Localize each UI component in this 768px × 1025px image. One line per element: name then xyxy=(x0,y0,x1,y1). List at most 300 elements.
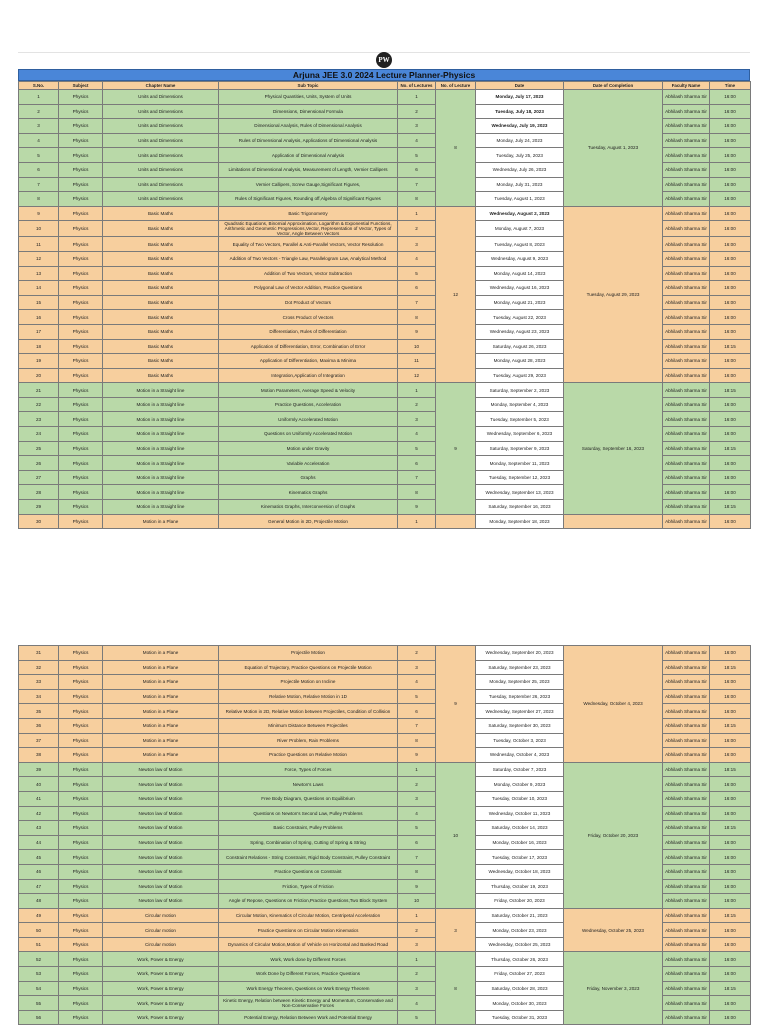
cell-chapter: Motion in a Straight line xyxy=(103,485,219,500)
cell-completion-date: Tuesday, August 1, 2023 xyxy=(564,90,663,207)
cell-subject: Physics xyxy=(59,821,103,836)
cell-subtopic: Addition of Two Vectors - Triangle Law, Parallelogram Law, Analytical Method xyxy=(219,251,398,266)
cell-sno: 36 xyxy=(19,718,59,733)
cell-sno: 10 xyxy=(19,221,59,237)
cell-sno: 23 xyxy=(19,412,59,427)
cell-subject: Physics xyxy=(59,894,103,909)
cell-faculty: Abhilash Sharma Sir xyxy=(663,470,710,485)
cell-chapter: Units and Dimensions xyxy=(103,133,219,148)
cell-time: 16:00 xyxy=(710,748,751,763)
cell-faculty: Abhilash Sharma Sir xyxy=(663,90,710,105)
cell-time: 16:00 xyxy=(710,675,751,690)
cell-sno: 20 xyxy=(19,368,59,383)
cell-chapter: Basic Maths xyxy=(103,281,219,296)
cell-subtopic: Friction, Types of Friction xyxy=(219,879,398,894)
cell-sno: 17 xyxy=(19,324,59,339)
cell-sno: 56 xyxy=(19,1010,59,1025)
cell-subject: Physics xyxy=(59,221,103,237)
cell-time: 18:15 xyxy=(710,383,751,398)
cell-sno: 30 xyxy=(19,514,59,529)
cell-lecture-no: 4 xyxy=(398,251,436,266)
cell-chapter: Motion in a Plane xyxy=(103,675,219,690)
cell-completion-date: Wednesday, October 25, 2023 xyxy=(564,908,663,952)
cell-time: 16:00 xyxy=(710,266,751,281)
cell-lecture-count: 10 xyxy=(436,762,476,908)
cell-subtopic: Free Body Diagram, Questions on Equilibrium xyxy=(219,791,398,806)
cell-time: 16:00 xyxy=(710,397,751,412)
cell-subject: Physics xyxy=(59,835,103,850)
cell-subject: Physics xyxy=(59,660,103,675)
cell-sno: 38 xyxy=(19,748,59,763)
cell-date: Wednesday, August 16, 2023 xyxy=(476,281,564,296)
cell-chapter: Motion in a Plane xyxy=(103,514,219,529)
cell-date: Wednesday, July 26, 2023 xyxy=(476,162,564,177)
cell-subtopic: Motion under Gravity xyxy=(219,441,398,456)
cell-chapter: Basic Maths xyxy=(103,237,219,252)
col-header-subtopic: Sub Topic xyxy=(219,82,398,90)
cell-date: Wednesday, September 13, 2023 xyxy=(476,485,564,500)
cell-chapter: Motion in a Straight line xyxy=(103,383,219,398)
cell-time: 16:00 xyxy=(710,119,751,134)
cell-sno: 4 xyxy=(19,133,59,148)
cell-subject: Physics xyxy=(59,689,103,704)
cell-lecture-no: 4 xyxy=(398,996,436,1011)
cell-chapter: Basic Maths xyxy=(103,354,219,369)
cell-chapter: Motion in a Plane xyxy=(103,646,219,661)
cell-lecture-no: 7 xyxy=(398,470,436,485)
cell-sno: 25 xyxy=(19,441,59,456)
cell-chapter: Basic Maths xyxy=(103,368,219,383)
cell-date: Monday, August 14, 2023 xyxy=(476,266,564,281)
cell-subtopic: Dynamics of Circular Motion,Motion of Vehicle on Horizontal and Banked Road xyxy=(219,937,398,952)
cell-sno: 27 xyxy=(19,470,59,485)
cell-sno: 44 xyxy=(19,835,59,850)
cell-faculty: Abhilash Sharma Sir xyxy=(663,952,710,967)
cell-faculty: Abhilash Sharma Sir xyxy=(663,835,710,850)
cell-faculty: Abhilash Sharma Sir xyxy=(663,339,710,354)
cell-lecture-no: 2 xyxy=(398,104,436,119)
col-header-faculty: Faculty Name xyxy=(663,82,710,90)
cell-time: 18:15 xyxy=(710,908,751,923)
cell-lecture-no: 1 xyxy=(398,383,436,398)
cell-lecture-no: 7 xyxy=(398,850,436,865)
cell-date: Wednesday, July 19, 2023 xyxy=(476,119,564,134)
cell-subtopic: Basic Trigonometry xyxy=(219,206,398,221)
cell-subject: Physics xyxy=(59,412,103,427)
cell-date: Wednesday, October 4, 2023 xyxy=(476,748,564,763)
cell-chapter: Motion in a Straight line xyxy=(103,500,219,515)
cell-time: 16:00 xyxy=(710,835,751,850)
cell-lecture-count: 3 xyxy=(436,908,476,952)
cell-subject: Physics xyxy=(59,266,103,281)
cell-lecture-no: 6 xyxy=(398,835,436,850)
cell-lecture-no: 6 xyxy=(398,281,436,296)
cell-lecture-no: 6 xyxy=(398,456,436,471)
cell-lecture-no: 3 xyxy=(398,791,436,806)
cell-subtopic: Questions on Uniformly Accelerated Motion xyxy=(219,427,398,442)
cell-lecture-no: 7 xyxy=(398,295,436,310)
cell-subtopic: Uniformly Accelerated Motion xyxy=(219,412,398,427)
cell-time: 16:00 xyxy=(710,996,751,1011)
cell-time: 16:00 xyxy=(710,354,751,369)
cell-time: 16:00 xyxy=(710,90,751,105)
cell-subtopic: Application of Differentiation, Maxima & Minima xyxy=(219,354,398,369)
cell-subtopic: Quadratic Equations, Binomial Approximation, Logarithm & Exponential Functions, Arithmetic and Geometric Progressions,Vector, Representation of Vector, Types of Vector, Angle Between Vectors xyxy=(219,221,398,237)
cell-chapter: Work, Power & Energy xyxy=(103,1010,219,1025)
cell-lecture-no: 3 xyxy=(398,981,436,996)
cell-chapter: Motion in a Straight line xyxy=(103,441,219,456)
cell-time: 16:00 xyxy=(710,324,751,339)
cell-lecture-no: 1 xyxy=(398,514,436,529)
cell-faculty: Abhilash Sharma Sir xyxy=(663,383,710,398)
cell-subtopic: Dimensional Analysis, Rules of Dimensional Analysis xyxy=(219,119,398,134)
cell-subtopic: Force, Types of Forces xyxy=(219,762,398,777)
cell-subtopic: Dot Product of Vectors xyxy=(219,295,398,310)
cell-chapter: Motion in a Plane xyxy=(103,748,219,763)
cell-lecture-no: 1 xyxy=(398,90,436,105)
cell-time: 18:15 xyxy=(710,821,751,836)
cell-date: Tuesday, July 25, 2023 xyxy=(476,148,564,163)
table-row xyxy=(19,646,751,661)
cell-subject: Physics xyxy=(59,251,103,266)
cell-chapter: Basic Maths xyxy=(103,266,219,281)
cell-sno: 54 xyxy=(19,981,59,996)
lecture-table-2 xyxy=(18,645,751,1025)
cell-sno: 8 xyxy=(19,192,59,207)
cell-date: Wednesday, September 20, 2023 xyxy=(476,646,564,661)
cell-chapter: Circular motion xyxy=(103,937,219,952)
cell-chapter: Units and Dimensions xyxy=(103,162,219,177)
cell-faculty: Abhilash Sharma Sir xyxy=(663,937,710,952)
cell-chapter: Basic Maths xyxy=(103,221,219,237)
cell-date: Tuesday, September 5, 2023 xyxy=(476,412,564,427)
cell-chapter: Units and Dimensions xyxy=(103,192,219,207)
cell-sno: 9 xyxy=(19,206,59,221)
cell-date: Monday, August 21, 2023 xyxy=(476,295,564,310)
cell-faculty: Abhilash Sharma Sir xyxy=(663,500,710,515)
cell-time: 16:00 xyxy=(710,133,751,148)
cell-sno: 49 xyxy=(19,908,59,923)
cell-time: 16:00 xyxy=(710,864,751,879)
cell-subtopic: Projectile Motion xyxy=(219,646,398,661)
cell-date: Saturday, October 21, 2023 xyxy=(476,908,564,923)
cell-date: Tuesday, August 29, 2023 xyxy=(476,368,564,383)
cell-chapter: Newton law of Motion xyxy=(103,894,219,909)
cell-chapter: Units and Dimensions xyxy=(103,177,219,192)
cell-faculty: Abhilash Sharma Sir xyxy=(663,266,710,281)
cell-chapter: Motion in a Straight line xyxy=(103,470,219,485)
cell-chapter: Units and Dimensions xyxy=(103,148,219,163)
cell-lecture-no: 5 xyxy=(398,821,436,836)
cell-faculty: Abhilash Sharma Sir xyxy=(663,177,710,192)
cell-subject: Physics xyxy=(59,791,103,806)
cell-subtopic: Equality of Two Vectors, Parallel & Anti-Parallel Vectors, Vector Resolution xyxy=(219,237,398,252)
cell-sno: 34 xyxy=(19,689,59,704)
pw-logo-icon: PW xyxy=(376,52,392,68)
cell-subtopic: Minimum Distance Between Projectiles xyxy=(219,718,398,733)
col-header-lectures: No. of Lectures xyxy=(398,82,436,90)
cell-completion-date xyxy=(564,514,663,529)
cell-subject: Physics xyxy=(59,324,103,339)
cell-subtopic: Practice Questions on Circular Motion Kinematics xyxy=(219,923,398,938)
cell-date: Monday, October 23, 2023 xyxy=(476,923,564,938)
cell-subtopic: Kinematics Graphs, Interconversion of Graphs xyxy=(219,500,398,515)
cell-faculty: Abhilash Sharma Sir xyxy=(663,689,710,704)
header-row xyxy=(19,82,751,90)
cell-time: 16:00 xyxy=(710,221,751,237)
cell-lecture-no: 3 xyxy=(398,412,436,427)
cell-sno: 15 xyxy=(19,295,59,310)
cell-chapter: Basic Maths xyxy=(103,251,219,266)
cell-date: Tuesday, October 10, 2023 xyxy=(476,791,564,806)
cell-subject: Physics xyxy=(59,733,103,748)
cell-lecture-no: 2 xyxy=(398,777,436,792)
table-row xyxy=(19,90,751,105)
cell-faculty: Abhilash Sharma Sir xyxy=(663,485,710,500)
cell-subtopic: Equation of Trajectory, Practice Questions on Projectile Motion xyxy=(219,660,398,675)
cell-faculty: Abhilash Sharma Sir xyxy=(663,412,710,427)
cell-lecture-no: 8 xyxy=(398,864,436,879)
cell-chapter: Basic Maths xyxy=(103,310,219,325)
cell-sno: 12 xyxy=(19,251,59,266)
cell-date: Wednesday, October 11, 2023 xyxy=(476,806,564,821)
cell-date: Wednesday, October 25, 2023 xyxy=(476,937,564,952)
cell-time: 16:00 xyxy=(710,937,751,952)
cell-sno: 3 xyxy=(19,119,59,134)
cell-subject: Physics xyxy=(59,748,103,763)
cell-chapter: Work, Power & Energy xyxy=(103,996,219,1011)
cell-sno: 51 xyxy=(19,937,59,952)
cell-lecture-no: 12 xyxy=(398,368,436,383)
cell-faculty: Abhilash Sharma Sir xyxy=(663,967,710,982)
cell-time: 16:00 xyxy=(710,456,751,471)
cell-faculty: Abhilash Sharma Sir xyxy=(663,281,710,296)
cell-lecture-no: 8 xyxy=(398,733,436,748)
cell-subtopic: Relative Motion in 2D, Relative Motion between Projectiles, Condition of Collision xyxy=(219,704,398,719)
cell-chapter: Newton law of Motion xyxy=(103,850,219,865)
cell-subtopic: Basic Constraint, Pulley Problems xyxy=(219,821,398,836)
cell-faculty: Abhilash Sharma Sir xyxy=(663,192,710,207)
cell-sno: 2 xyxy=(19,104,59,119)
cell-faculty: Abhilash Sharma Sir xyxy=(663,295,710,310)
cell-subtopic: Graphs xyxy=(219,470,398,485)
cell-date: Saturday, October 7, 2023 xyxy=(476,762,564,777)
cell-lecture-no: 5 xyxy=(398,148,436,163)
cell-subtopic: Integration,Application of Integration xyxy=(219,368,398,383)
cell-subtopic: Variable Acceleration xyxy=(219,456,398,471)
cell-subject: Physics xyxy=(59,133,103,148)
cell-completion-date: Saturday, September 16, 2023 xyxy=(564,383,663,514)
cell-lecture-no: 8 xyxy=(398,192,436,207)
cell-subtopic: Circular Motion, Kinematics of Circular Motion, Centripetal Acceleration xyxy=(219,908,398,923)
cell-faculty: Abhilash Sharma Sir xyxy=(663,748,710,763)
cell-faculty: Abhilash Sharma Sir xyxy=(663,718,710,733)
cell-subject: Physics xyxy=(59,148,103,163)
cell-sno: 53 xyxy=(19,967,59,982)
cell-sno: 55 xyxy=(19,996,59,1011)
cell-time: 16:00 xyxy=(710,967,751,982)
cell-lecture-no: 4 xyxy=(398,133,436,148)
cell-subject: Physics xyxy=(59,1010,103,1025)
cell-time: 16:00 xyxy=(710,281,751,296)
cell-chapter: Motion in a Straight line xyxy=(103,412,219,427)
cell-faculty: Abhilash Sharma Sir xyxy=(663,237,710,252)
cell-chapter: Motion in a Straight line xyxy=(103,397,219,412)
cell-time: 16:00 xyxy=(710,206,751,221)
cell-subtopic: Potential Energy, Relation Between Work and Potential Energy xyxy=(219,1010,398,1025)
cell-date: Monday, July 17, 2023 xyxy=(476,90,564,105)
cell-faculty: Abhilash Sharma Sir xyxy=(663,675,710,690)
cell-lecture-no: 7 xyxy=(398,177,436,192)
cell-sno: 41 xyxy=(19,791,59,806)
cell-chapter: Newton law of Motion xyxy=(103,791,219,806)
cell-lecture-no: 9 xyxy=(398,500,436,515)
cell-subject: Physics xyxy=(59,850,103,865)
cell-chapter: Basic Maths xyxy=(103,324,219,339)
table-1-body xyxy=(19,90,751,529)
cell-sno: 52 xyxy=(19,952,59,967)
cell-sno: 13 xyxy=(19,266,59,281)
cell-faculty: Abhilash Sharma Sir xyxy=(663,251,710,266)
cell-sno: 16 xyxy=(19,310,59,325)
cell-sno: 1 xyxy=(19,90,59,105)
cell-sno: 21 xyxy=(19,383,59,398)
cell-time: 16:00 xyxy=(710,514,751,529)
cell-faculty: Abhilash Sharma Sir xyxy=(663,427,710,442)
cell-sno: 26 xyxy=(19,456,59,471)
cell-subtopic: Kinematics Graphs xyxy=(219,485,398,500)
cell-lecture-no: 10 xyxy=(398,894,436,909)
cell-subtopic: Motion Parameters, Average Speed & Velocity xyxy=(219,383,398,398)
cell-time: 16:00 xyxy=(710,470,751,485)
cell-time: 16:00 xyxy=(710,1010,751,1025)
cell-subject: Physics xyxy=(59,646,103,661)
cell-date: Wednesday, August 9, 2023 xyxy=(476,251,564,266)
cell-sno: 24 xyxy=(19,427,59,442)
cell-subject: Physics xyxy=(59,192,103,207)
cell-lecture-no: 5 xyxy=(398,1010,436,1025)
cell-sno: 37 xyxy=(19,733,59,748)
cell-lecture-no: 2 xyxy=(398,923,436,938)
cell-faculty: Abhilash Sharma Sir xyxy=(663,981,710,996)
cell-sno: 11 xyxy=(19,237,59,252)
cell-lecture-count: 8 xyxy=(436,90,476,207)
cell-time: 16:00 xyxy=(710,646,751,661)
cell-date: Saturday, September 30, 2023 xyxy=(476,718,564,733)
cell-subject: Physics xyxy=(59,777,103,792)
cell-sno: 19 xyxy=(19,354,59,369)
cell-faculty: Abhilash Sharma Sir xyxy=(663,777,710,792)
lecture-table-1 xyxy=(18,81,751,529)
cell-subject: Physics xyxy=(59,206,103,221)
cell-subject: Physics xyxy=(59,441,103,456)
cell-subject: Physics xyxy=(59,177,103,192)
cell-time: 16:00 xyxy=(710,177,751,192)
cell-lecture-no: 9 xyxy=(398,879,436,894)
cell-subject: Physics xyxy=(59,456,103,471)
cell-lecture-no: 4 xyxy=(398,427,436,442)
cell-chapter: Motion in a Straight line xyxy=(103,456,219,471)
cell-lecture-no: 5 xyxy=(398,266,436,281)
cell-faculty: Abhilash Sharma Sir xyxy=(663,791,710,806)
cell-sno: 35 xyxy=(19,704,59,719)
cell-date: Saturday, October 14, 2023 xyxy=(476,821,564,836)
cell-subtopic: Application of Differentiation, Error, Combination of Error xyxy=(219,339,398,354)
cell-date: Tuesday, October 3, 2023 xyxy=(476,733,564,748)
cell-subtopic: Limitations of Dimensional Analysis, Measurement of Length, Vernier Callipers xyxy=(219,162,398,177)
cell-lecture-no: 4 xyxy=(398,806,436,821)
cell-time: 16:00 xyxy=(710,850,751,865)
cell-subtopic: Physical Quantities, Units, System of Units xyxy=(219,90,398,105)
cell-date: Tuesday, August 22, 2023 xyxy=(476,310,564,325)
cell-subject: Physics xyxy=(59,162,103,177)
cell-subject: Physics xyxy=(59,704,103,719)
cell-chapter: Basic Maths xyxy=(103,339,219,354)
cell-subject: Physics xyxy=(59,879,103,894)
cell-subject: Physics xyxy=(59,90,103,105)
cell-subject: Physics xyxy=(59,718,103,733)
cell-faculty: Abhilash Sharma Sir xyxy=(663,821,710,836)
cell-sno: 22 xyxy=(19,397,59,412)
cell-lecture-count: 9 xyxy=(436,383,476,514)
cell-chapter: Newton law of Motion xyxy=(103,879,219,894)
cell-chapter: Newton law of Motion xyxy=(103,806,219,821)
cell-subject: Physics xyxy=(59,354,103,369)
cell-subtopic: Relative Motion, Relative Motion in 1D xyxy=(219,689,398,704)
cell-sno: 7 xyxy=(19,177,59,192)
cell-completion-date: Friday, November 3, 2023 xyxy=(564,952,663,1025)
cell-lecture-count: 9 xyxy=(436,646,476,763)
cell-subtopic: Kinetic Energy, Relation between Kinetic Energy and Momentum, Conservative and Non-Conservative Forces xyxy=(219,996,398,1011)
cell-faculty: Abhilash Sharma Sir xyxy=(663,894,710,909)
cell-subtopic: Dimensions, Dimensional Formula xyxy=(219,104,398,119)
cell-sno: 6 xyxy=(19,162,59,177)
cell-faculty: Abhilash Sharma Sir xyxy=(663,119,710,134)
cell-subtopic: Constraint Relations - String Constraint, Rigid Body Constraint, Pulley Constraint xyxy=(219,850,398,865)
cell-time: 18:15 xyxy=(710,339,751,354)
cell-faculty: Abhilash Sharma Sir xyxy=(663,133,710,148)
cell-faculty: Abhilash Sharma Sir xyxy=(663,397,710,412)
cell-date: Saturday, August 26, 2023 xyxy=(476,339,564,354)
cell-sno: 14 xyxy=(19,281,59,296)
cell-lecture-no: 10 xyxy=(398,339,436,354)
cell-subject: Physics xyxy=(59,923,103,938)
cell-subtopic: Practice Questions on Relative Motion xyxy=(219,748,398,763)
cell-subtopic: Addition of Two Vectors, Vector Subtraction xyxy=(219,266,398,281)
cell-date: Wednesday, September 6, 2023 xyxy=(476,427,564,442)
cell-subject: Physics xyxy=(59,237,103,252)
cell-faculty: Abhilash Sharma Sir xyxy=(663,514,710,529)
cell-faculty: Abhilash Sharma Sir xyxy=(663,354,710,369)
cell-time: 18:15 xyxy=(710,441,751,456)
cell-date: Wednesday, October 18, 2023 xyxy=(476,864,564,879)
cell-date: Friday, October 20, 2023 xyxy=(476,894,564,909)
cell-lecture-no: 5 xyxy=(398,441,436,456)
cell-date: Monday, September 4, 2023 xyxy=(476,397,564,412)
cell-subject: Physics xyxy=(59,368,103,383)
table-row xyxy=(19,952,751,967)
cell-lecture-no: 3 xyxy=(398,660,436,675)
cell-subtopic: Application of Dimensional Analysis xyxy=(219,148,398,163)
cell-lecture-no: 11 xyxy=(398,354,436,369)
cell-faculty: Abhilash Sharma Sir xyxy=(663,206,710,221)
cell-subtopic: Differentiation, Rules of Differentiation xyxy=(219,324,398,339)
cell-lecture-no: 4 xyxy=(398,675,436,690)
cell-date: Monday, August 7, 2023 xyxy=(476,221,564,237)
cell-faculty: Abhilash Sharma Sir xyxy=(663,733,710,748)
cell-lecture-no: 1 xyxy=(398,206,436,221)
cell-lecture-no: 6 xyxy=(398,704,436,719)
